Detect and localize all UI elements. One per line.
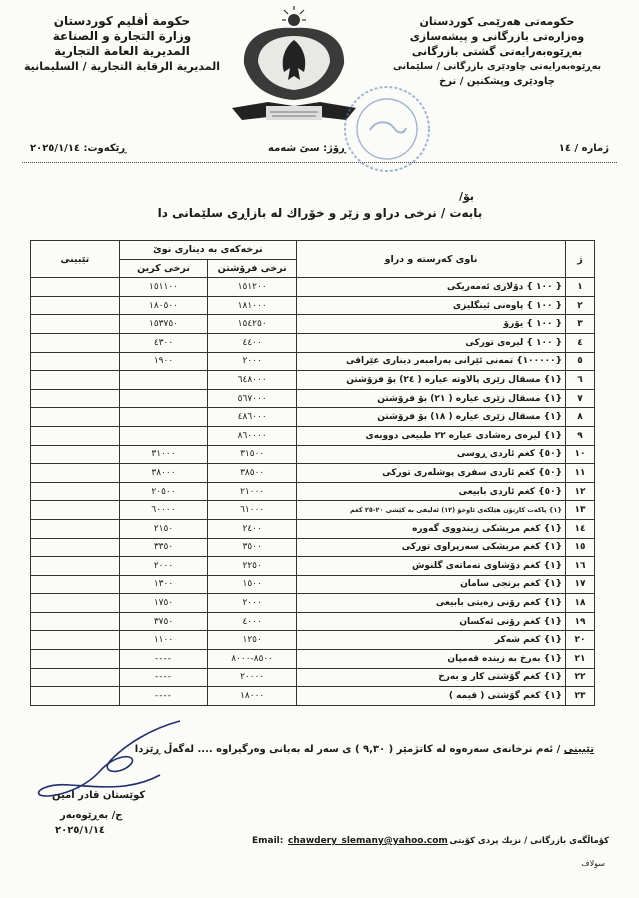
table-row [31,612,595,631]
row-number: ١٧ [566,575,595,594]
sell-price: ٤٨٦٠٠٠ [208,408,297,427]
table-row [31,650,595,669]
price-table [30,240,595,706]
item-name: {٥٠} كغم ئاردی ڕوسی [297,445,566,464]
item-name: { ١٠٠ } پاوه‌نی ئینگلیزی [297,296,566,315]
row-number: ١٨ [566,594,595,613]
buy-price: ٣١٠٠٠ [119,445,208,464]
header-line: به‌ڕێوه‌به‌رایه‌تی گشتی بازرگانی [411,45,583,58]
sell-price: ١٢٥٠ [208,631,297,650]
col-buy-header: نرخی كرین [119,259,208,278]
row-number: ١١ [566,464,595,483]
row-note [31,575,120,594]
buy-price: ١٩٠٠ [119,352,208,371]
row-note [31,464,120,483]
header-arabic [22,14,222,74]
sell-price: ٤٤٠٠ [208,333,297,352]
buy-price [119,426,208,445]
buy-price: ٤٣٠٠ [119,333,208,352]
table-row [31,371,595,390]
note-label: تێبینی [563,744,594,755]
sell-price: ٢٠٠٠٠ [208,668,297,687]
row-number: ٥ [566,352,595,371]
handwritten-signature-icon [30,715,190,820]
row-note [31,315,120,334]
row-number: ١٣ [566,501,595,520]
table-row [31,315,595,334]
table-row [31,575,595,594]
sell-price: ٨٥٠٠-٨٠٠٠ [208,650,297,669]
row-note [31,650,120,669]
kurdistan-emblem-icon [228,6,360,136]
row-note [31,557,120,576]
row-number: ١ [566,278,595,297]
buy-price: ١٨٠٥٠٠ [119,296,208,315]
header-line: چاودێری وپشكنین / نرخ [439,76,555,87]
item-name: {١} مسقال زێری پالاوته‌ عیاره‌ ( ٢٤) بۆ فرۆشتن [297,371,566,390]
sell-price: ١٨١٠٠٠ [208,296,297,315]
row-number: ٢ [566,296,595,315]
row-number: ٢٣ [566,687,595,706]
item-name: {١} پاكه‌ت كارتۆن هێلكه‌ی ئاوخۆ (١٢) ئه‌لیفی به‌ كێشی ٢٠-٢٥ كغم [297,501,566,520]
row-note [31,612,120,631]
buy-price [119,408,208,427]
letter-recipient: بۆ/ [458,190,474,203]
header-kurdish [377,14,617,89]
row-number: ٣ [566,315,595,334]
table-row [31,501,595,520]
row-note [31,594,120,613]
col-note-header: تێبینی [31,241,120,278]
item-name: {١} كغم رۆنی زه‌یتی بابیعی [297,594,566,613]
note-text: / ئه‌م نرخانه‌ی سه‌ره‌وه‌ له‌ كاتژمێر ( ٩,٣٠ ) ی سه‌ر له‌ به‌یانی وه‌رگیراوه‌ .... له‌گه‌ڵ ڕێزدا [134,744,561,755]
buy-price: ٢٠٥٠٠ [119,482,208,501]
email-link[interactable]: chawdery_slemany@yahoo.com [288,836,448,846]
sell-price: ٦٤٨٠٠٠ [208,371,297,390]
col-price-group-header: نرخه‌كه‌ی به‌ دیناری نوێ [119,241,296,260]
row-number: ١٤ [566,519,595,538]
table-row [31,408,595,427]
row-number: ١٥ [566,538,595,557]
letter-number: ژماره / ١٤ [558,143,609,154]
signatory-title: ج/ به‌ڕێوه‌به‌ر [60,810,123,821]
row-number: ٨ [566,408,595,427]
buy-price: ٢١٥٠ [119,519,208,538]
sell-price: ١٨٠٠٠ [208,687,297,706]
sell-price: ١٥١٢٠٠ [208,278,297,297]
item-name: {١} كغم برنجی سامان [297,575,566,594]
row-note [31,278,120,297]
signatory-date: ٢٠٢٥/١/١٤ [55,825,106,836]
row-note [31,371,120,390]
row-note [31,519,120,538]
col-number-header: ژ [566,241,595,278]
item-name: {٥٠} كغم ئاردی سفری پوشله‌ری توركی [297,464,566,483]
buy-price: ١٥٣٧٥٠ [119,315,208,334]
sell-price: ٨٦٠٠٠٠ [208,426,297,445]
sell-price: ١٥٠٠ [208,575,297,594]
sell-price: ٦١٠٠٠ [208,501,297,520]
table-row [31,519,595,538]
table-row [31,389,595,408]
table-row [31,482,595,501]
buy-price [119,371,208,390]
row-number: ١٩ [566,612,595,631]
buy-price: ١١٠٠ [119,631,208,650]
row-note [31,687,120,706]
table-row [31,278,595,297]
header-line: وه‌زاره‌تی بازرگانی و پیشه‌سازی [409,30,585,43]
table-row [31,464,595,483]
col-sell-header: نرخی فرۆشتن [208,259,297,278]
table-row [31,296,595,315]
item-name: {٥٠} كغم ئاردی بابیعی [297,482,566,501]
item-name: {١} كغم مریشكی زیندووی گه‌وره‌ [297,519,566,538]
buy-price: ٣٨٠٠٠ [119,464,208,483]
table-row [31,668,595,687]
buy-price: ١٧٥٠ [119,594,208,613]
footer-small-text: سولاف [581,859,605,868]
item-name: {١} كغم گۆشتی ( قیمه‌ ) [297,687,566,706]
item-name: { ١٠٠ } دۆلاری ئه‌مه‌ریكی [297,278,566,297]
buy-price: ---- [119,687,208,706]
row-number: ١٠ [566,445,595,464]
sell-price: ٢١٠٠٠ [208,482,297,501]
footer-address: كۆماڵگه‌ی بازرگانی / نزیك پردی كۆیتی [449,836,609,846]
table-row [31,594,595,613]
row-number: ٢٠ [566,631,595,650]
header-line: المديرية الرقابة التجارية / السليمانية [23,60,221,73]
item-name: {١} مسقال زێری عیاره‌ ( ١٨) بۆ فرۆشتن [297,408,566,427]
sell-price: ٤٠٠٠ [208,612,297,631]
row-note [31,352,120,371]
sell-price: ٢٢٥٠ [208,557,297,576]
row-note [31,631,120,650]
row-number: ٩ [566,426,595,445]
table-row [31,333,595,352]
closing-note [135,744,594,755]
row-note [31,426,120,445]
row-number: ٤ [566,333,595,352]
buy-price: ٣٧٥٠ [119,612,208,631]
letter-subject: بابه‌ت / نرخی دراو و زێر و خۆراك له‌ بازاڕی سلێمانی دا [157,206,483,220]
buy-price: ---- [119,668,208,687]
header-divider [22,162,617,163]
row-number: ٢١ [566,650,595,669]
buy-price: ١٣٠٠ [119,575,208,594]
header-line: وزارة التجارة و الصناعة [52,29,192,43]
row-note [31,296,120,315]
sell-price: ٥٦٧٠٠٠ [208,389,297,408]
item-name: {١} كغم گۆشتی كار و به‌رخ [297,668,566,687]
row-note [31,538,120,557]
item-name: {١} لیره‌ی ره‌شادی عیاره‌ ٢٢ طبیعی دووبه‌ی [297,426,566,445]
row-number: ٧ [566,389,595,408]
letter-date: ڕێكه‌وت: ٢٠٢٥/١/١٤ [30,143,127,154]
item-name: {١٠٠٠٠٠} تمه‌نی ئێرانی به‌رامبه‌ر دیناری عێراقی [297,352,566,371]
item-name: { ١٠٠ } یۆرۆ [297,315,566,334]
letter-day: ڕۆژ: سێ شه‌مه [268,143,346,154]
buy-price: ١٥١١٠٠ [119,278,208,297]
table-row [31,557,595,576]
col-name-header: ناوی كه‌رسته‌ و دراو [297,241,566,278]
sell-price: ٣٥٠٠ [208,538,297,557]
row-note [31,482,120,501]
table-row [31,426,595,445]
row-note [31,501,120,520]
table-row [31,631,595,650]
header-line: حكومة أقليم كوردستان [53,14,191,28]
row-note [31,389,120,408]
item-name: {١} كغم رۆنی ئه‌كسان [297,612,566,631]
table-row [31,538,595,557]
item-name: {١} كغم مریشكی سه‌رپراوی توركی [297,538,566,557]
item-name: {١} به‌رخ به‌ زینده‌ قه‌مپان [297,650,566,669]
sell-price: ٢٤٠٠ [208,519,297,538]
row-note [31,408,120,427]
sell-price: ٢٠٠٠ [208,352,297,371]
item-name: {١} كغم دۆشاوی ته‌ماته‌ی گلنوش [297,557,566,576]
row-note [31,445,120,464]
buy-price [119,389,208,408]
table-row [31,445,595,464]
row-number: ١٦ [566,557,595,576]
row-number: ٦ [566,371,595,390]
header-line: به‌ڕێوه‌به‌رایه‌تی چاودێری بازرگانی / سلێمانی [392,61,602,72]
item-name: {١} كغم شه‌كر [297,631,566,650]
buy-price: ---- [119,650,208,669]
sell-price: ٣١٥٠٠ [208,445,297,464]
header-line: المديرية العامة التجارية [54,44,190,58]
row-number: ٢٢ [566,668,595,687]
table-header-row [31,241,595,260]
sell-price: ٣٨٥٠٠ [208,464,297,483]
item-name: { ١٠٠ } لیره‌ی توركی [297,333,566,352]
header-line: حكومه‌تی هه‌رێمی كوردستان [419,15,575,28]
item-name: {١} مسقال زێری عیاره‌ ( ٢١) بۆ فرۆشتن [297,389,566,408]
row-number: ١٢ [566,482,595,501]
email-label: Email: [252,836,284,846]
buy-price: ٣٣٥٠ [119,538,208,557]
table-row [31,687,595,706]
buy-price: ٢٠٠٠ [119,557,208,576]
sell-price: ١٥٤٢٥٠ [208,315,297,334]
official-stamp-icon [342,84,432,174]
row-note [31,668,120,687]
signatory-name: كوێستان قادر امین [52,790,146,801]
row-note [31,333,120,352]
sell-price: ٢٠٠٠ [208,594,297,613]
buy-price: ٦٠٠٠٠ [119,501,208,520]
table-row [31,352,595,371]
